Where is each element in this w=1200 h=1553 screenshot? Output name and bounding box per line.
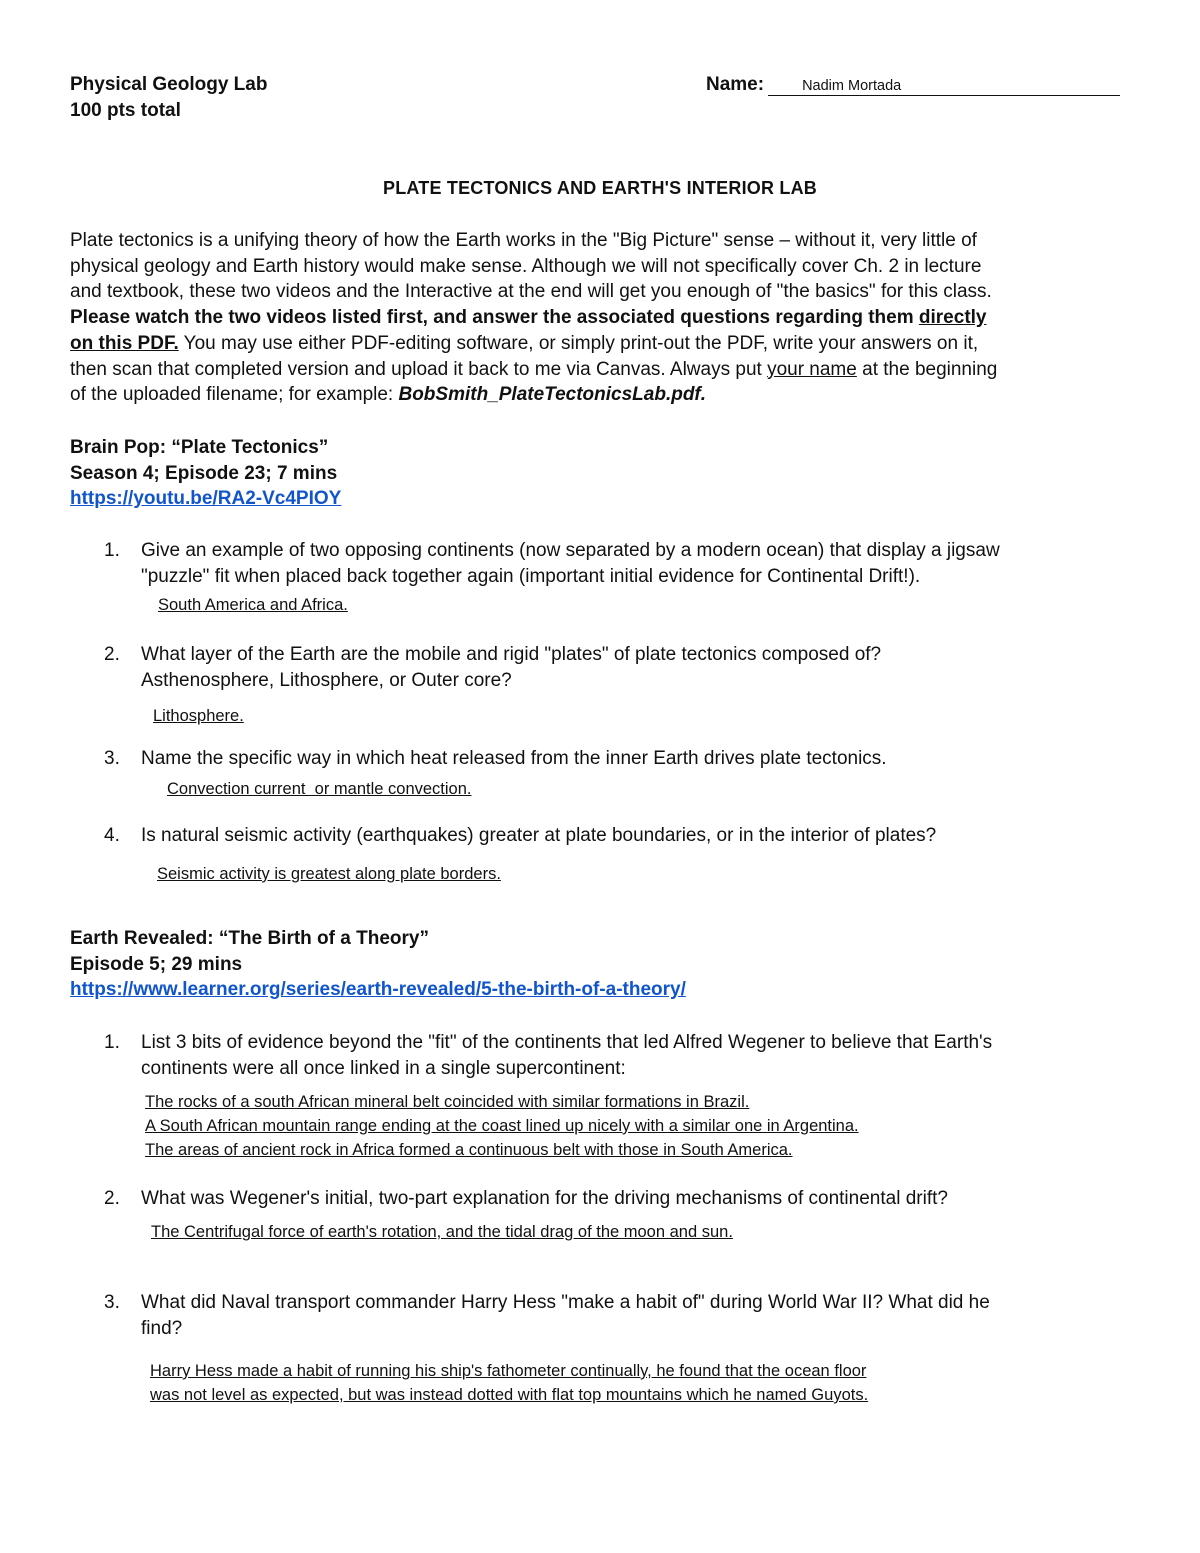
intro-line-7	[70, 382, 997, 408]
question-line: Give an example of two opposing continents (now separated by a modern ocean) that display a jigsaw	[141, 540, 1000, 561]
section1-title: Brain Pop: “Plate Tectonics”	[70, 437, 329, 458]
section1-header	[70, 435, 341, 512]
intro-line-5	[70, 331, 997, 357]
question-line: "puzzle" fit when placed back together again (important initial evidence for Continental Drift!).	[141, 565, 921, 587]
intro-text-rest-1: You may use either PDF-editing software, or simply print-out the PDF, write your answers on it,	[178, 332, 979, 354]
question-text	[141, 1186, 948, 1212]
name-value: Nadim Mortada	[802, 78, 902, 94]
name-label: Name:	[706, 74, 765, 95]
intro-line-3: and textbook, these two videos and the Interactive at the end will get you enough of "the basics" for this class.	[70, 281, 992, 303]
answer-line: The Centrifugal force of earth's rotation, and the tidal drag of the moon and sun.	[151, 1223, 733, 1241]
question-line: List 3 bits of evidence beyond the "fit" of the continents that led Alfred Wegener to believe that Earth's	[141, 1032, 993, 1053]
intro-text-rest-2b: at the beginning	[856, 358, 998, 380]
question-text	[141, 823, 936, 849]
answer-line: was not level as expected, but was instead dotted with flat top mountains which he named Guyots.	[150, 1386, 869, 1404]
question-line: Name the specific way in which heat released from the inner Earth drives plate tectonics.	[141, 748, 887, 769]
course-title: Physical Geology Lab	[70, 74, 268, 95]
question-number: 1.	[104, 540, 120, 561]
question-number: 2.	[104, 644, 120, 665]
question-line: What was Wegener's initial, two-part explanation for the driving mechanisms of continental drift?	[141, 1188, 948, 1209]
section2-subtitle: Episode 5; 29 mins	[70, 953, 243, 975]
s1-answer-4: Seismic activity is greatest along plate borders.	[157, 865, 501, 883]
question-text	[141, 1290, 990, 1341]
question-line: What layer of the Earth are the mobile and rigid "plates" of plate tectonics composed of?	[141, 644, 882, 665]
question-text	[141, 642, 881, 693]
intro-paragraph	[70, 228, 997, 408]
s2-answer-1	[145, 1090, 859, 1162]
question-text	[141, 746, 887, 772]
intro-line-1: Plate tectonics is a unifying theory of how the Earth works in the "Big Picture" sense – without it, very little of	[70, 230, 977, 251]
question-number: 2.	[104, 1188, 120, 1209]
section2-video-link[interactable]: https://www.learner.org/series/earth-revealed/5-the-birth-of-a-theory/	[70, 979, 686, 1000]
question-line: continents were all once linked in a single supercontinent:	[141, 1057, 626, 1079]
s1-answer-1: South America and Africa.	[158, 596, 348, 614]
intro-line-2: physical geology and Earth history would make sense. Although we will not specifically cover Ch. 2 in lecture	[70, 255, 982, 277]
s1-answer-3: Convection current or mantle convection.	[167, 780, 472, 798]
page-title: PLATE TECTONICS AND EARTH'S INTERIOR LAB	[383, 178, 817, 198]
question-text	[141, 1030, 992, 1081]
answer-line: The areas of ancient rock in Africa formed a continuous belt with those in South America.	[145, 1141, 793, 1159]
answer-line: The rocks of a south African mineral belt coincided with similar formations in Brazil.	[145, 1093, 750, 1111]
your-name-emphasis: your name	[767, 358, 857, 380]
question-line: What did Naval transport commander Harry Hess "make a habit of" during World War II? What did he	[141, 1292, 990, 1313]
answer-line: A South African mountain range ending at the coast lined up nicely with a similar one in Argentina.	[145, 1117, 859, 1135]
question-number: 3.	[104, 1292, 120, 1313]
question-text	[141, 538, 1000, 589]
question-number: 1.	[104, 1032, 120, 1053]
question-number: 3.	[104, 748, 120, 769]
name-field	[706, 74, 1120, 96]
section2-header	[70, 926, 686, 1003]
name-input-line[interactable]	[768, 75, 1120, 96]
section1-video-link[interactable]: https://youtu.be/RA2-Vc4PIOY	[70, 488, 342, 509]
s2-answer-3	[150, 1359, 868, 1407]
instruction-bold: Please watch the two videos listed first, and answer the associated questions regarding them	[70, 307, 919, 329]
on-this-pdf-emphasis: on this PDF.	[70, 332, 179, 354]
s1-answer-2: Lithosphere.	[153, 707, 244, 725]
question-line: Is natural seismic activity (earthquakes) greater at plate boundaries, or in the interior of plates?	[141, 825, 937, 846]
question-line: Asthenosphere, Lithosphere, or Outer core?	[141, 669, 512, 691]
intro-text-rest-2: then scan that completed version and upload it back to me via Canvas. Always put	[70, 358, 768, 380]
example-filename: BobSmith_PlateTectonicsLab.pdf.	[398, 384, 707, 406]
section2-title: Earth Revealed: “The Birth of a Theory”	[70, 928, 429, 949]
intro-line-6	[70, 357, 997, 383]
points-total: 100 pts total	[70, 100, 181, 121]
directly-emphasis: directly	[918, 307, 987, 329]
answer-line: Harry Hess made a habit of running his ship's fathometer continually, he found that the ocean floor	[150, 1362, 867, 1380]
question-line: find?	[141, 1317, 183, 1339]
intro-line-4	[70, 305, 997, 331]
s2-answer-2	[151, 1223, 733, 1242]
question-number: 4.	[104, 825, 120, 846]
intro-text-rest-3: of the uploaded filename; for example:	[70, 384, 399, 406]
section1-subtitle: Season 4; Episode 23; 7 mins	[70, 462, 338, 484]
